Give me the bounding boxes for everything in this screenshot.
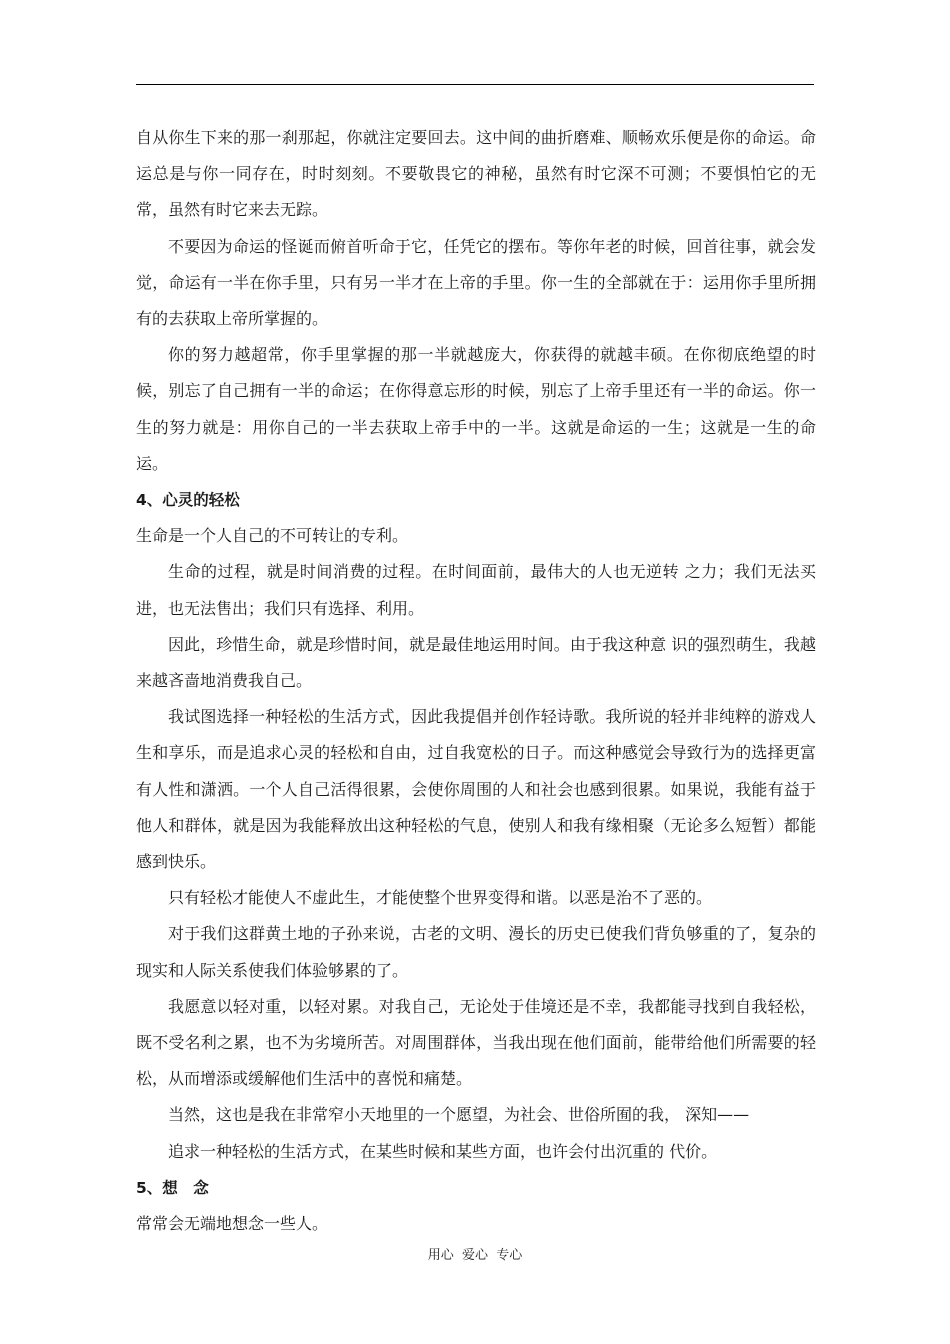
section-heading: 5、想 念 [136, 1178, 209, 1197]
paragraph: 自从你生下来的那一刹那起，你就注定要回去。这中间的曲折磨难、顺畅欢乐便是你的命运。命运总是与你一同存在，时时刻刻。不要敬畏它的神秘，虽然有时它深不可测；不要惧怕它的无常，虽然有时它来去无踪。 [136, 128, 816, 220]
paragraph: 因此，珍惜生命，就是珍惜时间，就是最佳地运用时间。由于我这种意 识的强烈萌生，我越来越吝啬地消费我自己。 [136, 634, 816, 691]
paragraph: 生命是一个人自己的不可转让的专利。 [136, 526, 409, 546]
paragraph: 当然，这也是我在非常窄小天地里的一个愿望，为社会、世俗所囿的我， 深知—— [168, 1105, 750, 1125]
paragraph: 不要因为命运的怪诞而俯首听命于它，任凭它的摆布。等你年老的时候，回首往事，就会发觉，命运有一半在你手里，只有另一半才在上帝的手里。你一生的全部就在于：运用你手里所拥有的去获取上帝所掌握的。 [136, 236, 816, 329]
section-heading: 4、心灵的轻松 [136, 491, 240, 510]
document-body [136, 120, 816, 1242]
paragraph: 对于我们这群黄土地的子孙来说，古老的文明、漫长的历史已使我们背负够重的了，复杂的现实和人际关系使我们体验够累的了。 [136, 924, 816, 980]
paragraph: 常常会无端地想念一些人。 [136, 1214, 329, 1234]
paragraph: 我试图选择一种轻松的生活方式，因此我提倡并创作轻诗歌。我所说的轻并非纯粹的游戏人生和享乐，而是追求心灵的轻松和自由，过自我宽松的日子。而这种感觉会导致行为的选择更富有人性和潇洒。一个人自己活得很累，会使你周围的人和社会也感到很累。如果说，我能有益于他人和群体，就是因为我能释放出这种轻松的气息，使别人和我有缘相聚（无论多么短暂）都能感到快乐。 [136, 707, 816, 872]
paragraph: 生命的过程，就是时间消费的过程。在时间面前，最伟大的人也无逆转 之力；我们无法买进，也无法售出；我们只有选择、利用。 [136, 562, 816, 618]
header-rule [136, 84, 814, 85]
page-footer: 用心 爱心 专心 [427, 1248, 523, 1263]
paragraph: 你的努力越超常，你手里掌握的那一半就越庞大，你获得的就越丰硕。在你彻底绝望的时候，别忘了自己拥有一半的命运；在你得意忘形的时候，别忘了上帝手里还有一半的命运。你一生的努力就是：用你自己的一半去获取上帝手中的一半。这就是命运的一生；这就是一生的命运。 [136, 345, 816, 473]
paragraph: 只有轻松才能使人不虚此生，才能使整个世界变得和谐。以恶是治不了恶的。 [168, 888, 713, 908]
paragraph: 我愿意以轻对重，以轻对累。对我自己，无论处于佳境还是不幸，我都能寻找到自我轻松，既不受名利之累，也不为劣境所苦。对周围群体，当我出现在他们面前，能带给他们所需要的轻松，从而增添或缓解他们生活中的喜悦和痛楚。 [136, 996, 816, 1089]
paragraph: 追求一种轻松的生活方式，在某些时候和某些方面，也许会付出沉重的 代价。 [168, 1141, 718, 1161]
